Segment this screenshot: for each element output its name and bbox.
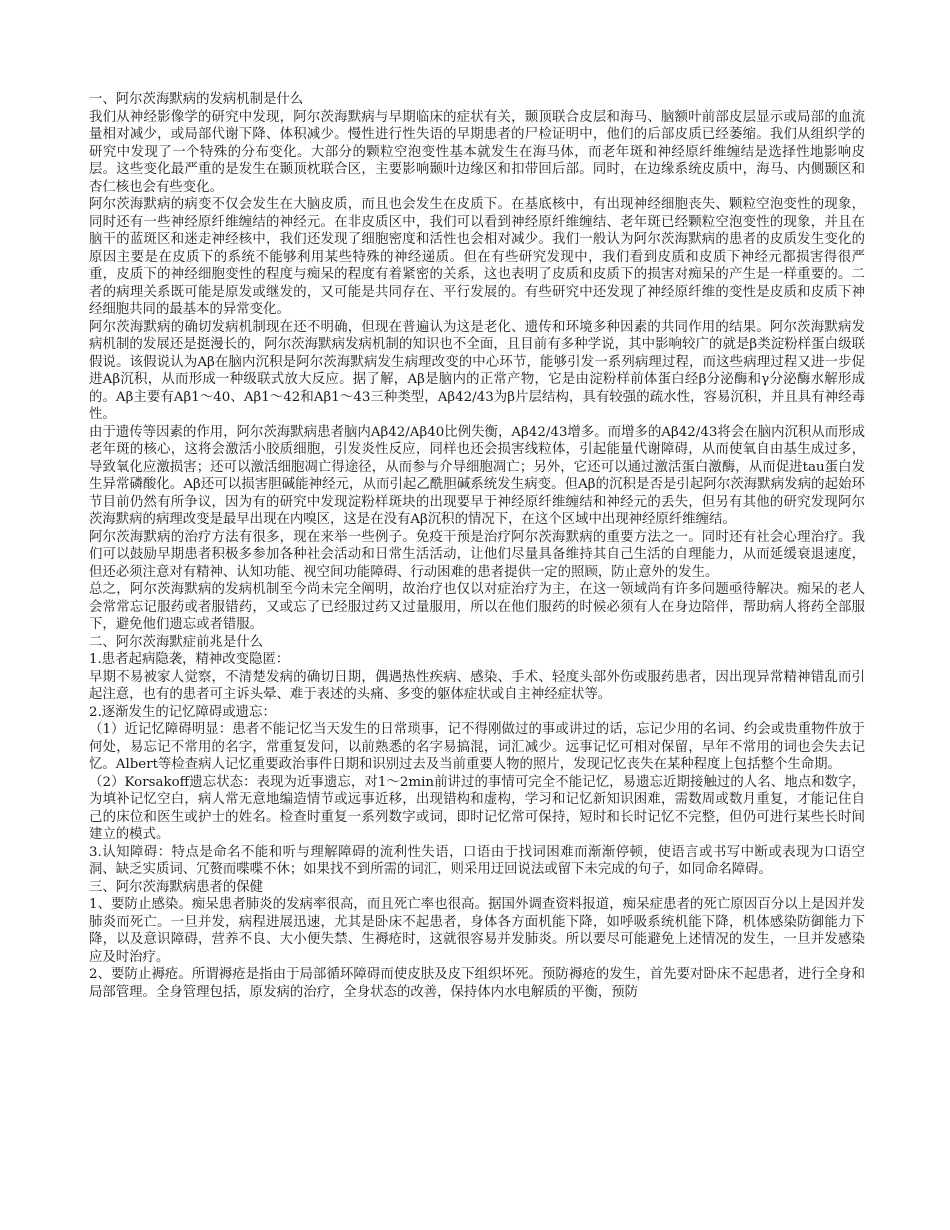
paragraph: 总之，阿尔茨海默病的发病机制至今尚未完全阐明，故治疗也仅以对症治疗为主，在这一领域尚有许多问题亟待解决。痴呆的老人会常常忘记服药或者服错药，又或忘了已经服过药又过量服用，所以在他们服药的时候必须有人在身边陪伴，帮助病人将药全部服下，避免他们遗忘或者错服。	[89, 582, 865, 632]
section-heading-3: 三、阿尔茨海默病患者的保健	[89, 879, 264, 895]
subheading: 1.患者起病隐袭，精神改变隐匿：	[89, 652, 290, 667]
section-heading-2: 二、阿尔茨海默症前兆是什么	[89, 634, 264, 650]
paragraph: （2）Korsakoff遗忘状态：表现为近事遗忘，对1～2min前讲过的事情可完全不能记忆，易遗忘近期接触过的人名、地点和数字，为填补记忆空白，病人常无意地编造情节或远事近移，出现错构和虚构，学习和记忆新知识困难，需数周或数月重复，才能记住自己的床位和医生或护士的姓名。检查时重复一系列数字或词，即时记忆常可保持，短时和长时记忆不完整，但仍可进行某些长时间建立的模式。	[89, 774, 865, 842]
paragraph: 阿尔茨海默病的病变不仅会发生在大脑皮质，而且也会发生在皮质下。在基底核中，有出现神经细胞丧失、颗粒空泡变性的现象，同时还有一些神经原纤维缠结的神经元。在非皮质区中，我们可以看到神经原纤维缠结、老年斑已经颗粒空泡变性的现象，并且在脑干的蓝斑区和迷走神经核中，我们还发现了细胞密度和活性也会相对减少。我们一般认为阿尔茨海默病的患者的皮质发生变化的原因主要是在皮质下的系统不能够利用某些特殊的神经递质。但在有些研究发现中，我们看到皮质和皮质下神经元都损害得很严重，皮质下的神经细胞变性的程度与痴呆的程度有着紧密的关系，这也表明了皮质和皮质下的损害对痴呆的产生是一样重要的。二者的病理关系既可能是原发或继发的，又可能是共同存在、平行发展的。有些研究中还发现了神经原纤维的变性是皮质和皮质下神经细胞共同的最基本的异常变化。	[89, 197, 865, 317]
paragraph: 阿尔茨海默病的治疗方法有很多，现在来举一些例子。免疫干预是治疗阿尔茨海默病的重要方法之一。同时还有社会心理治疗。我们可以鼓励早期患者积极多参加各种社会活动和日常生活活动，让他们尽量具备维持其自己生活的自理能力，从而延缓衰退速度，但还必须注意对有精神、认知功能、视空间功能障碍、行动困难的患者提供一定的照顾，防止意外的发生。	[89, 529, 865, 580]
paragraph: 早期不易被家人觉察，不清楚发病的确切日期，偶遇热性疾病、感染、手术、轻度头部外伤或服药患者，因出现异常精神错乱而引起注意，也有的患者可主诉头晕、难于表述的头痛、多变的躯体症状或自主神经症状等。	[89, 669, 865, 702]
section-heading-1: 一、阿尔茨海默病的发病机制是什么	[89, 92, 304, 107]
paragraph: 2、要防止褥疮。所谓褥疮是指由于局部循环障碍而使皮肤及皮下组织坏死。预防褥疮的发生，首先要对卧床不起患者，进行全身和局部管理。全身管理包括，原发病的治疗，全身状态的改善，保持体内水电解质的平衡，预防	[89, 967, 865, 1000]
paragraph: 1、要防止感染。痴呆患者肺炎的发病率很高，而且死亡率也很高。据国外调查资料报道，痴呆症患者的死亡原因百分以上是因并发肺炎而死亡。一旦并发，病程进展迅速，尤其是卧床不起患者，身体各方面机能下降，如呼吸系统机能下降，机体感染防御能力下降，以及意识障碍，营养不良、大小便失禁、生褥疮时，这就很容易并发肺炎。所以要尽可能避免上述情况的发生，一旦并发感染应及时治疗。	[89, 897, 865, 965]
paragraph: （1）近记忆障碍明显：患者不能记忆当天发生的日常琐事，记不得刚做过的事或讲过的话，忘记少用的名词、约会或贵重物件放于何处，易忘记不常用的名字，常重复发问，以前熟悉的名字易搞混，词汇减少。远事记忆可相对保留，早年不常用的词也会失去记忆。Albert等检查病人记忆重要政治事件日期和识别过去及当前重要人物的照片，发现记忆丧失在某种程度上包括整个生命期。	[89, 722, 865, 772]
paragraph: 由于遗传等因素的作用，阿尔茨海默病患者脑内Aβ42/Aβ40比例失衡，Aβ42/43增多。而增多的Aβ42/43将会在脑内沉积从而形成老年斑的核心，这将会激活小胶质细胞，引发炎性反应，同样也还会损害线粒体，引起能量代谢障碍，从而使氧自由基生成过多，导致氧化应激损害；还可以激活细胞凋亡得途径，从而参与介导细胞凋亡；另外，它还可以通过激活蛋白激酶，从而促进tau蛋白发生异常磷酸化。Aβ还可以损害胆碱能神经元，从而引起乙酰胆碱系统发生病变。但Aβ的沉积是否是引起阿尔茨海默病发病的起始环节目前仍然有所争议，因为有的研究中发现淀粉样斑块的出现要早于神经原纤维缠结和神经元的丢失，但另有其他的研究发现阿尔茨海默病的病理改变是最早出现在内嗅区，这是在没有Aβ沉积的情况下，在这个区域中出现神经原纤维缠结。	[89, 424, 865, 527]
paragraph: 3.认知障碍：特点是命名不能和听与理解障碍的流利性失语，口语由于找词困难而渐渐停顿，使语言或书写中断或表现为口语空洞、缺乏实质词、冗赘而喋喋不休；如果找不到所需的词汇，则采用迂回说法或留下未完成的句子，如同命名障碍。	[89, 844, 865, 877]
paragraph: 阿尔茨海默病的确切发病机制现在还不明确，但现在普遍认为这是老化、遗传和环境多种因素的共同作用的结果。阿尔茨海默病发病机制的发展还是挺漫长的，阿尔茨海默病发病机制的知识也不全面，且目前有多种学说，其中影响较广的就是β类淀粉样蛋白级联假说。该假说认为Aβ在脑内沉积是阿尔茨海默病发生病理改变的中心环节，能够引发一系列病理过程，而这些病理过程又进一步促进Aβ沉积，从而形成一种级联式放大反应。据了解，Aβ是脑内的正常产物，它是由淀粉样前体蛋白经β分泌酶和γ分泌酶水解形成的。Aβ主要有Aβ1～40、Aβ1～42和Aβ1～43三种类型，Aβ42/43为β片层结构，具有较强的疏水性，容易沉积，并且具有神经毒性。	[89, 319, 865, 422]
paragraph: 我们从神经影像学的研究中发现，阿尔茨海默病与早期临床的症状有关，颞顶联合皮层和海马、脑额叶前部皮层显示或局部的血流量相对减少，或局部代谢下降、体积减少。慢性进行性失语的早期患者的尸检证明中，他们的后部皮质已经萎缩。我们从组织学的研究中发现了一个特殊的分布变化。大部分的颗粒空泡变性基本就发生在海马体，而老年斑和神经原纤维缠结是选择性地影响皮层。这些变化最严重的是发生在颞顶枕联合区，主要影响颞叶边缘区和扣带回后部。同时，在边缘系统皮质中，海马、内侧颞区和杏仁核也会有些变化。	[89, 109, 865, 195]
document-body	[89, 91, 865, 1001]
subheading: 2.逐渐发生的记忆障碍或遗忘：	[89, 704, 276, 720]
